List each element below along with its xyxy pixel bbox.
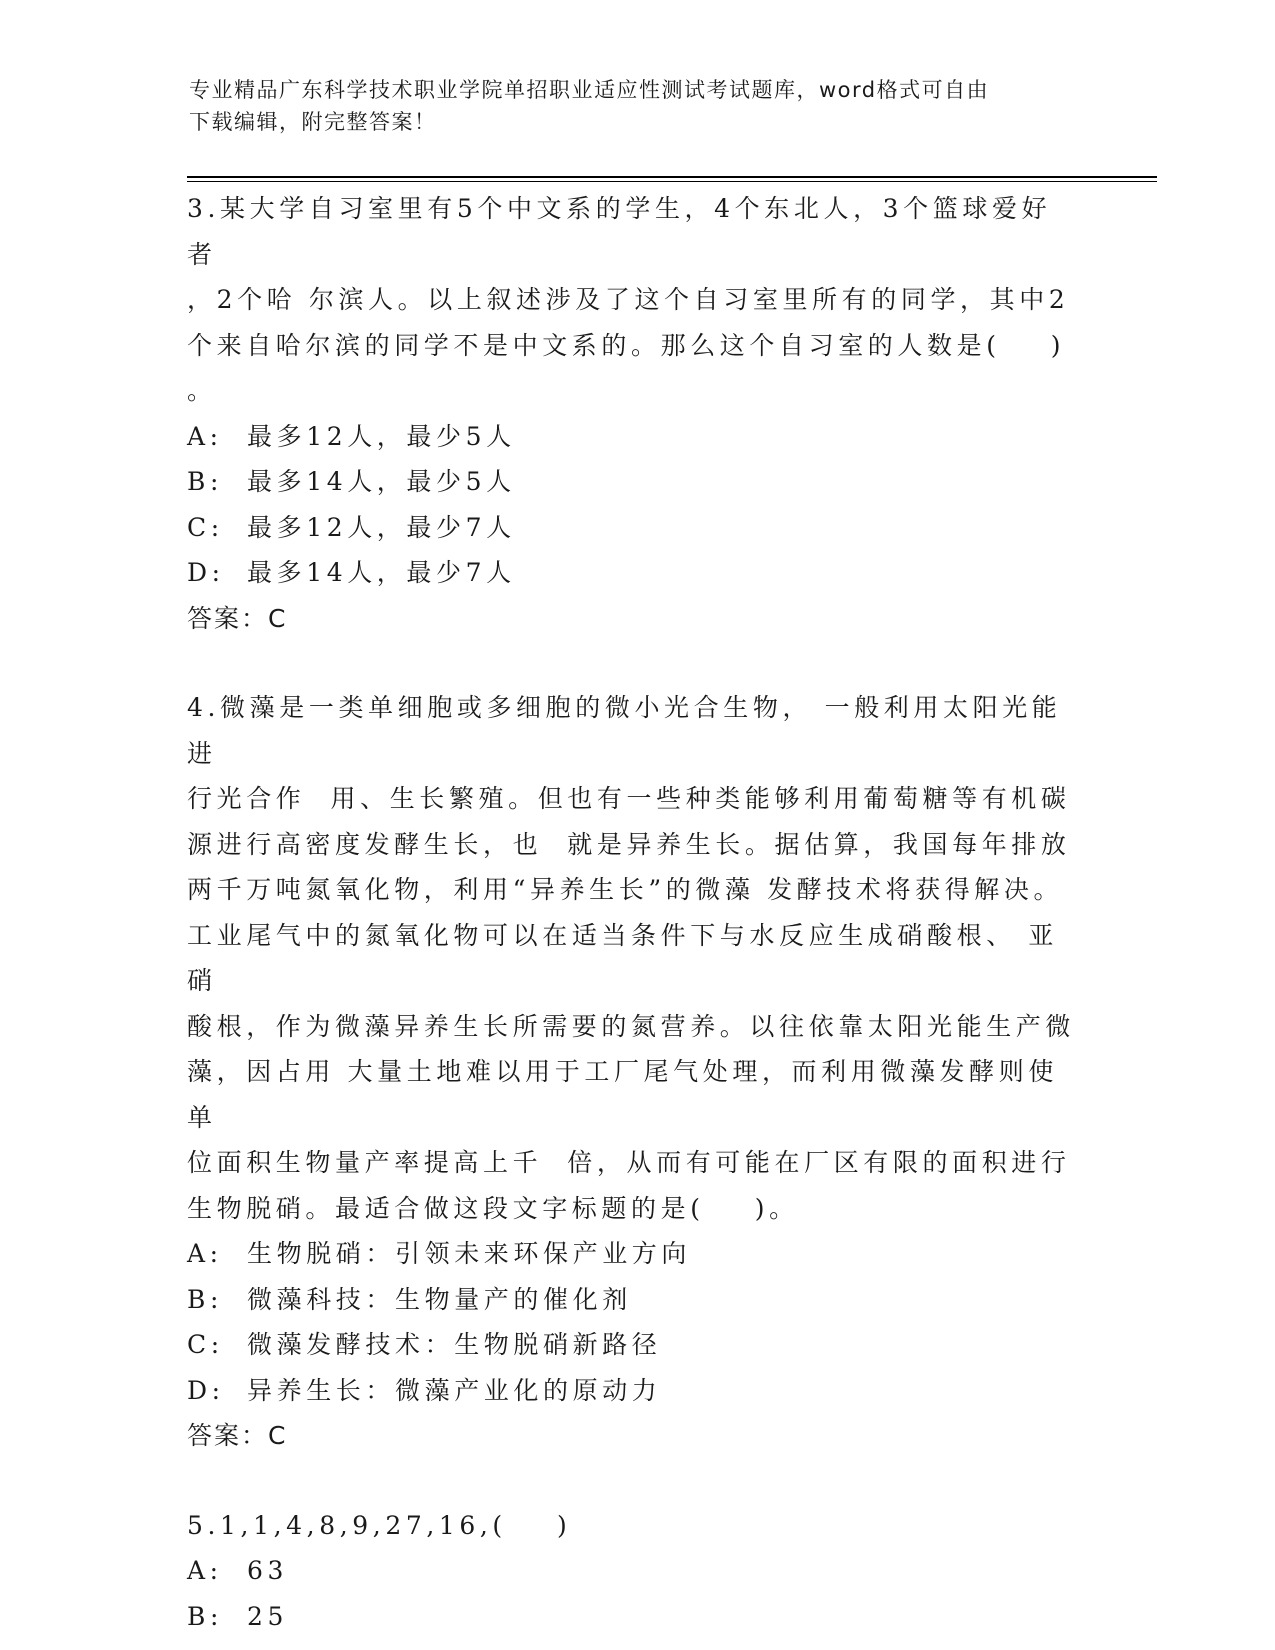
option-letter: B: [187,1284,223,1314]
question-3-answer: 答案：C [187,603,288,633]
option-text: 生物脱硝：引领未来环保产业方向 [247,1239,692,1268]
spacer [187,1459,1077,1503]
question-line: 5.1,1,4,8,9,27,16,( ) [187,1510,572,1540]
question-4 [187,685,1077,1459]
header-line-1: 专业精品广东科学技术职业学院单招职业适应性测试考试题库，word格式可自由 [189,78,990,102]
question-line: 。 [187,376,217,405]
question-line: 行光合作 用、生长繁殖。但也有一些种类能够利用葡萄糖等有机碳 [187,784,1071,813]
option-text: 25 [247,1601,289,1631]
question-4-answer: 答案：C [187,1421,288,1450]
question-line: ，2个哈 尔滨人。以上叙述涉及了这个自习室里所有的同学，其中2 [187,285,1070,314]
spacer [187,641,1077,685]
question-line: 位面积生物量产率提高上千 倍，从而有可能在厂区有限的面积进行 [187,1148,1071,1177]
option-letter: C: [187,512,224,542]
option-letter: A: [187,1556,223,1585]
header-divider-thin [187,181,1157,182]
option-text: 63 [247,1556,289,1585]
question-4-option-d [187,1368,1077,1414]
header-divider-thick [187,176,1157,178]
question-3-option-a [187,414,1077,460]
question-3-option-b [187,459,1077,505]
option-letter: B: [187,467,223,496]
question-line: 源进行高密度发酵生长，也 就是异养生长。据估算，我国每年排放 [187,829,1071,859]
question-5-option-a [187,1548,1077,1594]
question-5-option-b [187,1594,1077,1640]
question-3-option-c [187,505,1077,551]
option-text: 最多14人，最少7人 [247,558,516,587]
option-text: 微藻发酵技术：生物脱硝新路径 [247,1330,662,1359]
question-line: 4.微藻是一类单细胞或多细胞的微小光合生物， 一般利用太阳光能进 [187,693,1062,768]
header-line-2: 下载编辑，附完整答案！ [189,110,437,134]
question-4-option-b [187,1277,1077,1323]
option-text: 最多14人，最少5人 [247,467,516,496]
option-letter: A: [187,421,223,451]
option-letter: C: [187,1330,224,1359]
question-4-stem [187,685,1077,1231]
option-text: 微藻科技：生物量产的催化剂 [247,1284,632,1314]
question-line: 工业尾气中的氮氧化物可以在适当条件下与水反应生成硝酸根、 亚硝 [187,920,1058,995]
question-5 [187,1503,1077,1640]
question-3-option-d [187,550,1077,596]
question-line: 酸根，作为微藻异养生长所需要的氮营养。以往依靠太阳光能生产微 [187,1011,1076,1041]
question-list [187,186,1077,1639]
option-text: 异养生长：微藻产业化的原动力 [247,1375,662,1405]
question-line: 个来自哈尔滨的同学不是中文系的。那么这个自习室的人数是( ) [187,330,1066,360]
question-line: 藻，因占用 大量土地难以用于工厂尾气处理，而利用微藻发酵则使单 [187,1057,1058,1132]
question-line: 生物脱硝。最适合做这段文字标题的是( )。 [187,1193,799,1223]
option-text: 最多12人，最少7人 [247,512,516,542]
question-4-option-a [187,1231,1077,1277]
question-line: 3.某大学自习室里有5个中文系的学生，4个东北人，3个篮球爱好者 [187,194,1052,269]
document-header [189,74,1089,138]
option-letter: D: [187,1375,225,1405]
question-3-stem [187,186,1077,414]
option-text: 最多12人，最少5人 [247,421,516,451]
question-5-stem [187,1503,1077,1549]
question-4-option-c [187,1322,1077,1368]
option-letter: B: [187,1601,223,1631]
question-line: 两千万吨氮氧化物，利用“异养生长”的微藻 发酵技术将获得解决。 [187,875,1064,904]
option-letter: A: [187,1239,223,1268]
question-3 [187,186,1077,641]
option-letter: D: [187,558,225,587]
